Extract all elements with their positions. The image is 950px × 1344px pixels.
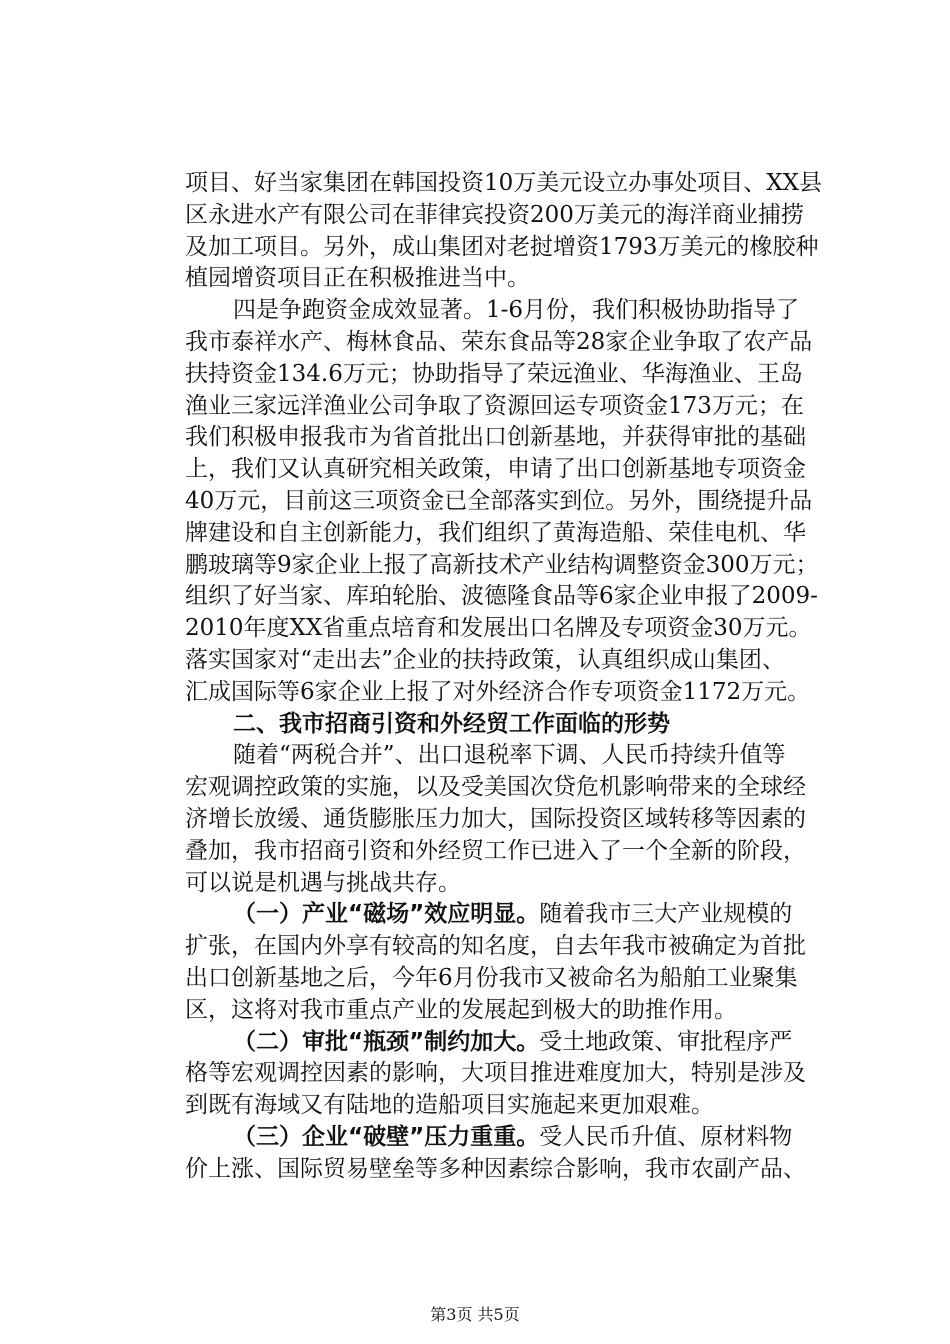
subheading-3-text: 受人民币升值、原材料物: [539, 1123, 793, 1150]
text-line: 扶持资金134.6万元；协助指导了荣远渔业、华海渔业、王岛: [185, 360, 803, 387]
subheading-1-text: 随着我市三大产业规模的: [539, 901, 793, 928]
text-line: 上，我们又认真研究相关政策，申请了出口创新基地专项资金: [185, 456, 806, 483]
text-line: 济增长放缓、通货膨胀压力加大，国际投资区域转移等因素的: [185, 805, 806, 832]
text-line: 宏观调控政策的实施，以及受美国次贷危机影响带来的全球经: [185, 774, 806, 801]
paragraph-first-line: 随着“两税合并”、出口退税率下调、人民币持续升值等: [233, 742, 786, 769]
text-line: 牌建设和自主创新能力，我们组织了黄海造船、荣佳电机、华: [185, 519, 806, 546]
text-line: 40万元，目前这三项资金已全部落实到位。另外，围绕提升品: [185, 487, 813, 514]
text-line: 及加工项目。另外，成山集团对老挝增资1793万美元的橡胶种: [185, 233, 819, 260]
text-line: 落实国家对“走出去”企业的扶持政策，认真组织成山集团、: [185, 646, 785, 673]
subheading-2-text: 受土地政策、审批程序严: [539, 1028, 793, 1055]
subheading-3: （三）企业“破壁”压力重重。: [233, 1123, 540, 1150]
text-line: 叠加，我市招商引资和外经贸工作已进入了一个全新的阶段，: [185, 837, 806, 864]
page-footer: 第3页 共5页: [430, 1305, 520, 1324]
subheading-line: [185, 1027, 793, 1059]
text-line: 可以说是机遇与挑战共存。: [185, 869, 461, 896]
text-line: 我们积极申报我市为省首批出口创新基地，并获得审批的基础: [185, 424, 806, 451]
text-line: 2010年度XX省重点培育和发展出口名牌及专项资金30万元。: [185, 615, 812, 642]
text-line: 渔业三家远洋渔业公司争取了资源回运专项资金173万元；在: [185, 392, 804, 419]
text-line: 植园增资项目正在积极推进当中。: [185, 265, 530, 292]
document-body: [185, 168, 823, 1186]
text-line: 价上涨、国际贸易壁垒等多种因素综合影响，我市农副产品、: [185, 1155, 806, 1182]
subheading-line: [185, 899, 793, 931]
text-line: 项目、好当家集团在韩国投资10万美元设立办事处项目、XX县: [185, 170, 823, 196]
subheading-line: [185, 1122, 793, 1154]
text-line: 组织了好当家、库珀轮胎、波德隆食品等6家企业申报了2009-: [185, 583, 818, 610]
text-line: 格等宏观调控因素的影响，大项目推进难度加大，特别是涉及: [185, 1060, 806, 1087]
subheading-2: （二）审批“瓶颈”制约加大。: [233, 1028, 540, 1055]
text-line: 区永进水产有限公司在菲律宾投资200万美元的海洋商业捕捞: [185, 201, 804, 228]
text-line: 出口创新基地之后，今年6月份我市又被命名为船舶工业聚集: [185, 964, 798, 991]
subheading-1: （一）产业“磁场”效应明显。: [233, 901, 540, 928]
text-line: 到既有海域又有陆地的造船项目实施起来更加艰难。: [185, 1092, 714, 1119]
text-line: 我市泰祥水产、梅林食品、荣东食品等28家企业争取了农产品: [185, 328, 813, 355]
text-line: 汇成国际等6家企业上报了对外经济合作专项资金1172万元。: [185, 678, 811, 705]
text-line: 鹏玻璃等9家企业上报了高新技术产业结构调整资金300万元；: [185, 551, 819, 578]
paragraph-first-line: 四是争跑资金成效显著。1-6月份，我们积极协助指导了: [233, 297, 800, 324]
text-line: 扩张，在国内外享有较高的知名度，自去年我市被确定为首批: [185, 933, 806, 960]
text-line: 区，这将对我市重点产业的发展起到极大的助推作用。: [185, 996, 737, 1023]
section-heading: 二、我市招商引资和外经贸工作面临的形势: [233, 710, 670, 737]
